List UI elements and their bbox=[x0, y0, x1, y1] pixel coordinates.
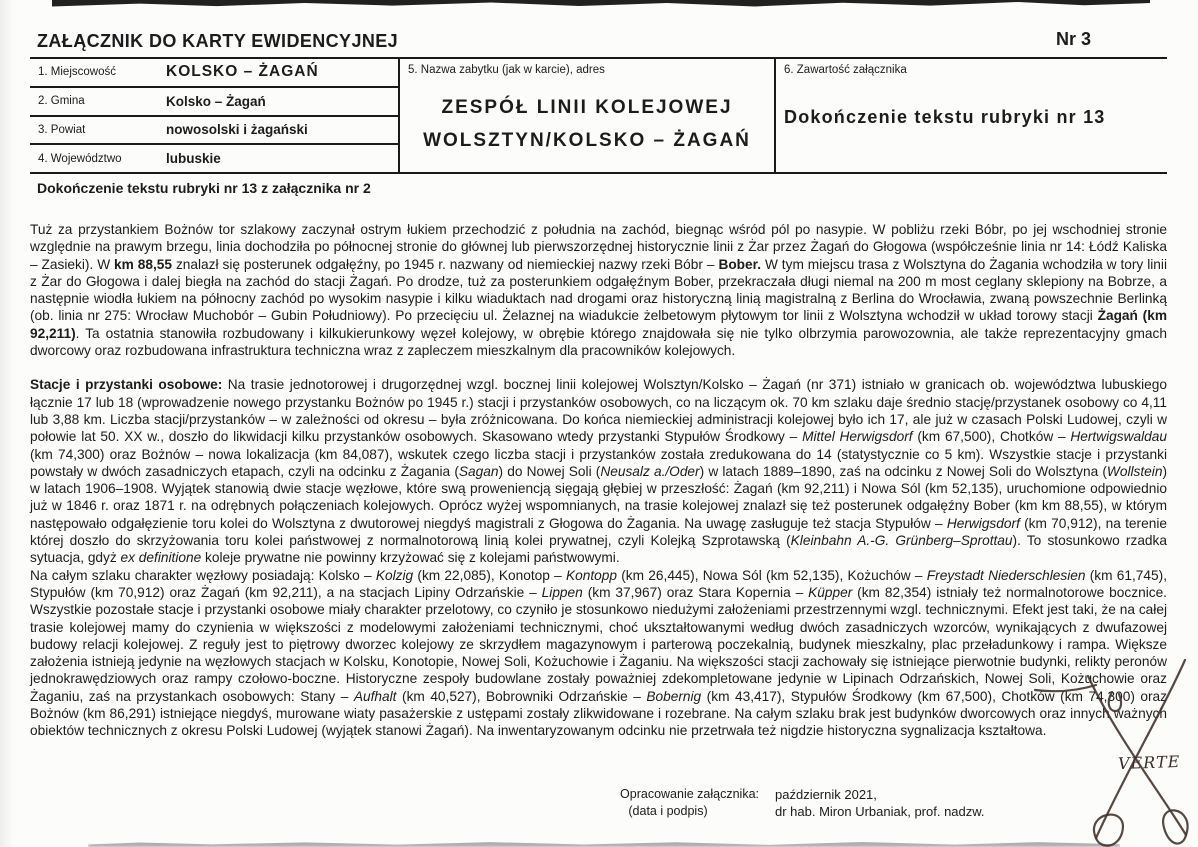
field-value: KOLSKO – ŻAGAŃ bbox=[166, 63, 319, 81]
content-value: Dokończenie tekstu rubryki nr 13 bbox=[784, 107, 1106, 127]
field-value: lubuskie bbox=[166, 151, 221, 167]
content-label: 6. Zawartość załącznika bbox=[784, 64, 907, 76]
paragraph: Na całym szlaku charakter węzłowy posiadają: Kolsko – Kolzig (km 22,085), Konotop – Kontopp (km 26,445), Nowa Sól (km 52,135), Kożuchów – Freystadt Niederschlesien (km 61,745), Stypułów (km 70,912) oraz Żagań (km 92,211), a na stacjach Lipiny Odrzańskie – Lippen (km 37,967) oraz Stara Kopernia – Küpper (km 82,354) istniały też normalnotorowe bocznice. Wszystkie pozostałe stacje i przystanki osobowe miały charakter przelotowy, co czyniło je stosunkowo niedużymi założeniami przestrzennymi wzgl. technicznymi. Efekt jest taki, że na całej trasie kolejowej mamy do czynienia w większości z modelowymi założeniami technicznymi, choć ukształtowanymi według dwóch zasadniczych wzorców, wynikających z dwufazowej budowy relacji kolejowej. Z reguły jest to piętrowy dworzec kolejowy ze skrzydłem magazynowym i parterową poczekalnią, budynek mieszkalny, plac przeładunkowy i rampa. Większe założenia istnieją jedynie na węzłowych stacjach w Kolsku, Konotopie, Nowej Soli, Kożuchowie i Żaganiu. Na większości stacji zachowały się istniejące pierwotnie budynki, relikty peronów jednokrawędziowych oraz rampy czołowo-boczne. Historyczne zespoły budowlane zostały poważniej zdekompletowane jedynie w Lipinach Odrzańskich, Nowej Soli, Kożuchowie oraz Żaganiu, zaś na przystankach osobowych: Stany – Aufhalt (km 40,527), Bobrowniki Odrzańskie – Bobernig (km 43,417), Stypułów Środkowy (km 67,500), Chotków (km 74,300) oraz Bożnów (km 86,291) istniejące niegdyś, murowane wiaty pasażerskie z ustępami zostały zlikwidowane i rozebrane. Na całym szlaku brak jest budynków dworcowych oraz innych ważnych obiektów technicznych z okresu Polski Ludowej (wyjątek stanowi Żagań). Na inwentaryzowanym odcinku nie przetrwała też nigdzie historyczna sygnalizacja kształtowa. bbox=[30, 567, 1168, 739]
field-label: 1. Miejscowość bbox=[38, 66, 116, 79]
paragraph: Stacje i przystanki osobowe: Na trasie jednotorowej i drugorzędnej wzgl. bocznej linii kolejowej Wolsztyn/Kolsko – Żagań (nr 371) istniało w granicach ob. województwa lubuskiego łącznie 17 lub 18 (wprowadzenie nowego przystanku Bożnów po 1945 r.) stacji i przystanków osobowych, co na liczącym ok. 70 km szlaku daje średnio stację/przystanek osobowy co 4,11 lub 3,88 km. Liczba stacji/przystanków – w zależności od okresu – była zróżnicowana. Do końca niemieckiej administracji kolejowej było ich 17, ale już w czasach Polski Ludowej, czyli w połowie lat 50. XX w., doszło do likwidacji kilku przystanków osobowych. Skasowano wtedy przystanki Stypułów Środkowy – Mittel Herwigsdorf (km 67,500), Chotków – Hertwigswaldau (km 74,300) oraz Bożnów – nowa lokalizacja (km 84,087), wskutek czego liczba stacji i przystanków została zredukowana do 14 (statystycznie co 5 km). Wszystkie stacje i przystanki powstały w dwóch zasadniczych etapach, czyli na odcinku z Żagania (Sagan) do Nowej Soli (Neusalz a./Oder) w latach 1889–1890, zaś na odcinku z Nowej Soli do Wolsztyna (Wollstein) w latach 1906–1908. Wyjątek stanowią dwie stacje węzłowe, które swą proweniencją sięgają głębiej w przeszłość: Żagań (km 92,211) i Nowa Sól (km 52,135), uruchomione odpowiednio już w 1846 r. oraz 1871 r. na odrębnych połączeniach kolejowych. Oprócz wyżej wspomnianych, na trasie kolejowej znalazł się też posterunek odgałęźny Bober (km km 88,55), w którym następowało odgałęzienie toru kolei do Wolsztyna z dwutorowej niegdyś magistrali z Głogowa do Żagania. Na uwagę zasługuje też stacja Stypułów – Herwigsdorf (km 70,912), na terenie której doszło do skrzyżowania toru kolei państwowej z normalnotorową linią kolei prywatnej, czyli Kolejką Szprotawską (Kleinbahn A.-G. Grünberg–Sprottau). To stosunkowo rzadka sytuacja, gdyż ex definitione koleje prywatne nie powinny krzyżować się z kolejami państwowymi. bbox=[30, 377, 1168, 566]
table-row-wojewodztwo bbox=[30, 145, 398, 172]
scan-left-shadow bbox=[0, 0, 14, 847]
evidence-table bbox=[30, 57, 1167, 174]
footer-signature-block bbox=[775, 786, 985, 820]
footer-author: dr hab. Miron Urbaniak, prof. nadzw. bbox=[775, 804, 985, 819]
scan-bottom-edge bbox=[88, 840, 1120, 847]
body-heading: Dokończenie tekstu rubryki nr 13 z załącznika nr 2 bbox=[37, 180, 371, 196]
footer-sublabel: (data i podpis) bbox=[628, 804, 708, 818]
field-label: 4. Województwo bbox=[38, 152, 122, 165]
footer-label: Opracowanie załącznika: bbox=[620, 787, 759, 801]
monument-label: 5. Nazwa zabytku (jak w karcie), adres bbox=[408, 64, 605, 76]
monument-cell bbox=[398, 59, 774, 172]
table-row-miejscowosc bbox=[30, 59, 398, 88]
scan-top-edge bbox=[52, 0, 1150, 9]
field-label: 2. Gmina bbox=[38, 95, 85, 108]
field-label: 3. Powiat bbox=[38, 123, 86, 136]
paragraph: Tuż za przystankiem Bożnów tor szlakowy zaczynał ostrym łukiem przechodzić z południa na zachód, biegnąc wśród pól po nasypie. W pobliżu rzeki Bóbr, po jej wschodniej stronie względnie na prawym brzegu, linia dochodziła po północnej stronie do głównej lub pierwszorzędnej historycznie linii z Żar przez Żagań do Głogowa (współcześnie linia nr 14: Łódź Kaliska – Zasieki). W km 88,55 znalazł się posterunek odgałęźny, po 1945 r. nazwany od niemieckiej nazwy rzeki Bóbr – Bober. W tym miejscu trasa z Wolsztyna do Żagania wchodziła w tory linii z Żar do Głogowa i dalej biegła na zachód do stacji Żagań. Po drodze, tuż za posterunkiem odgałęźnym Bober, przekraczała długi niemal na 200 m most ceglany sklepiony na Bobrze, a następnie wiodła łukiem na północny zachód po wysokim nasypie i kilku wiaduktach nad drogami oraz historyczną linią magistralną z Berlina do Wrocławia, zwaną powszechnie Berlinką (ob. linia nr 275: Wrocław Muchobór – Gubin Południowy). Po przecięciu ul. Żelaznej na wiadukcie żelbetowym płytowym tor linii z Wolsztyna wchodził w układ torowy stacji Żagań (km 92,211). Ta ostatnia stanowiła rozbudowany i kilkukierunkowy węzeł kolejowy, w obrębie którego znajdowała się nie tylko olbrzymia parowozownia, ale także reprezentacyjny gmach dworcowy oraz rozbudowana infrastruktura techniczna wraz z zapleczem mieszkalnym dla pracowników kolejowych. bbox=[30, 222, 1168, 359]
table-row-powiat bbox=[30, 117, 398, 146]
field-value: Kolsko – Żagań bbox=[166, 93, 266, 109]
verte-handwriting: VERTE bbox=[1117, 751, 1181, 774]
table-left-column bbox=[30, 59, 398, 172]
monument-name-line2: WOLSZTYN/KOLSKO – ŻAGAŃ bbox=[423, 130, 751, 151]
footer-label-block bbox=[577, 786, 759, 820]
field-value: nowosolski i żagański bbox=[166, 122, 308, 138]
body-paragraphs bbox=[30, 204, 1167, 740]
page-number: Nr 3 bbox=[1056, 29, 1092, 49]
table-row-gmina bbox=[30, 88, 398, 117]
monument-name bbox=[400, 91, 774, 157]
content-cell bbox=[774, 59, 1167, 172]
footer-date: październik 2021, bbox=[775, 787, 877, 802]
page-title: ZAŁĄCZNIK DO KARTY EWIDENCYJNEJ bbox=[37, 31, 399, 51]
monument-name-line1: ZESPÓŁ LINII KOLEJOWEJ bbox=[441, 97, 733, 118]
